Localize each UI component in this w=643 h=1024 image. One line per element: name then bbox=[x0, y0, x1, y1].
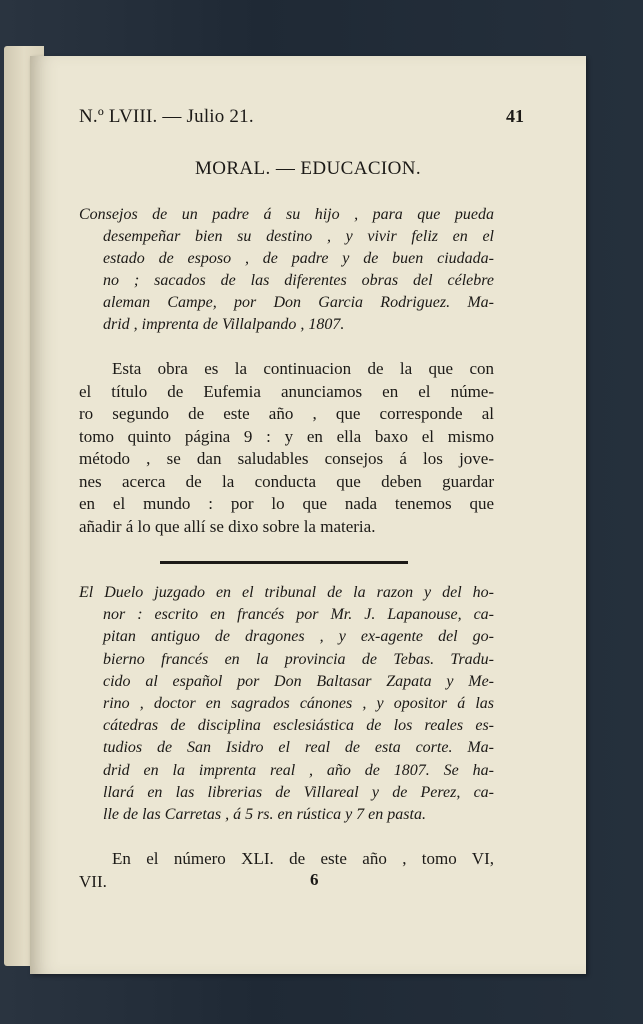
paragraph-line: método , se dan saludables consejos á los jove- bbox=[79, 449, 494, 468]
page-number: 41 bbox=[506, 106, 524, 126]
citation-line: tudios de San Isidro el real de esta corte. Ma- bbox=[103, 739, 494, 757]
citation-line: aleman Campe, por Don Garcia Rodriguez. Ma- bbox=[103, 294, 494, 311]
citation-line: pitan antiguo de dragones , y ex-agente del go- bbox=[103, 628, 494, 646]
paragraph-line: VII. bbox=[79, 871, 107, 891]
citation-line: cátedras de disciplina esclesiástica de los reales es- bbox=[103, 717, 494, 735]
running-header bbox=[79, 106, 524, 128]
citation-line: bierno francés en la provincia de Tebas. Tradu- bbox=[103, 650, 494, 668]
review-paragraph-2 bbox=[79, 848, 494, 893]
paragraph-line: Esta obra es la continuacion de la que con bbox=[112, 359, 494, 378]
citation-line: cido al español por Don Baltasar Zapata y Me- bbox=[103, 672, 494, 690]
citation-line: El Duelo juzgado en el tribunal de la razon y del ho- bbox=[79, 584, 494, 601]
section-title: MORAL. — EDUCACION. bbox=[194, 158, 422, 179]
book-citation-1 bbox=[79, 204, 494, 336]
citation-line: Consejos de un padre á su hijo , para que pueda bbox=[79, 206, 494, 223]
paragraph-line: En el número XLI. de este año , tomo VI, bbox=[112, 849, 494, 868]
issue-date: N.º LVIII. — Julio 21. bbox=[79, 106, 254, 127]
paragraph-line: nes acerca de la conducta que deben guardar bbox=[79, 471, 494, 491]
citation-line: lle de las Carretas , á 5 rs. en rústica y 7 en pasta. bbox=[103, 806, 426, 824]
citation-line: drid en la imprenta real , año de 1807. Se ha- bbox=[103, 761, 494, 779]
paragraph-line: el título de Eufemia anunciamos en el núme- bbox=[79, 381, 494, 401]
paragraph-line: ro segundo de este año , que corresponde al bbox=[79, 404, 494, 423]
citation-line: estado de esposo , de padre y de buen ciudada- bbox=[103, 250, 494, 267]
citation-line: nor : escrito en francés por Mr. J. Lapanouse, ca- bbox=[103, 606, 494, 624]
section-divider bbox=[160, 561, 408, 564]
citation-line: drid , imprenta de Villalpando , 1807. bbox=[103, 316, 345, 333]
paragraph-line: añadir á lo que allí se dixo sobre la materia. bbox=[79, 516, 376, 536]
citation-line: rino , doctor en sagrados cánones , y opositor á las bbox=[103, 695, 494, 713]
review-paragraph-1 bbox=[79, 358, 494, 538]
paragraph-line: tomo quinto página 9 : y en ella baxo el mismo bbox=[79, 426, 494, 446]
citation-line: desempeñar bien su destino , y vivir feliz en el bbox=[103, 228, 494, 245]
paragraph-line: en el mundo : por lo que nada tenemos que bbox=[79, 494, 494, 513]
citation-line: llará en las librerias de Villareal y de Perez, ca- bbox=[103, 783, 494, 801]
signature-mark: 6 bbox=[310, 870, 319, 889]
book-citation-2 bbox=[79, 582, 494, 826]
document-page bbox=[30, 56, 586, 974]
citation-line: no ; sacados de las diferentes obras del célebre bbox=[103, 272, 494, 289]
